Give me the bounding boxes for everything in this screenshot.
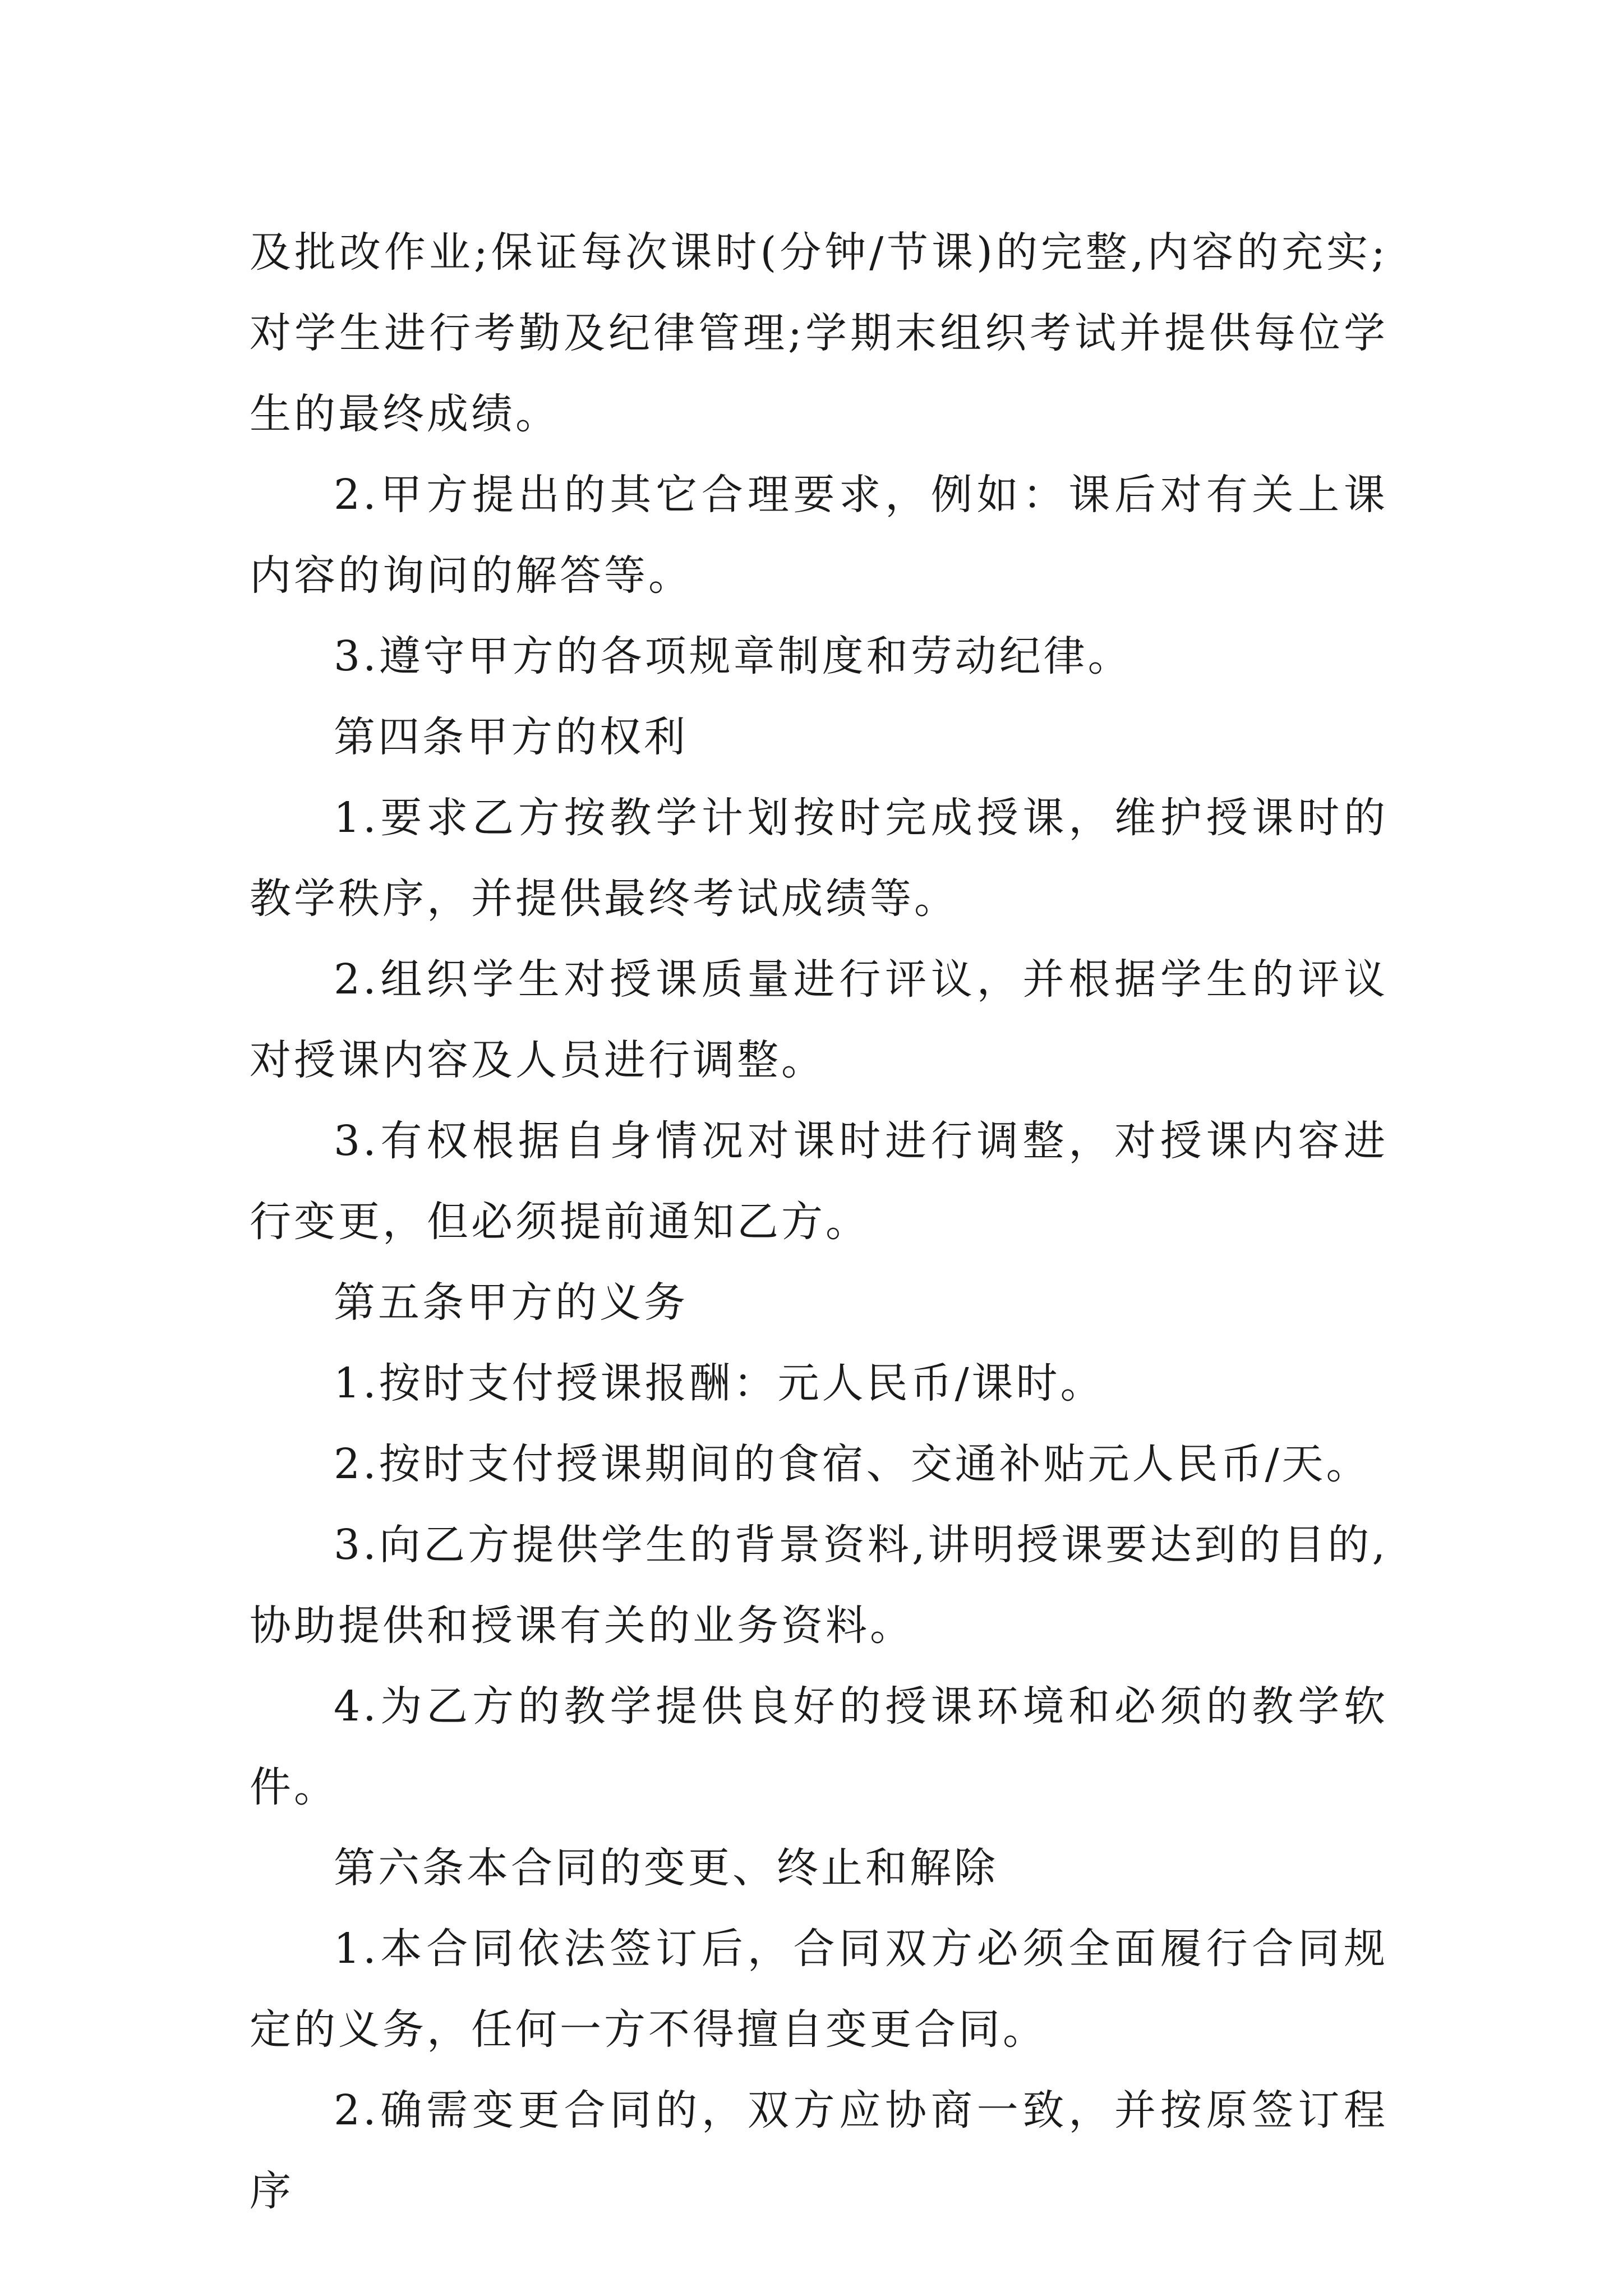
paragraph-15: 2.确需变更合同的，双方应协商一致，并按原签订程序 — [250, 2086, 1388, 2215]
paragraph-1: 及批改作业;保证每次课时(分钟/节课)的完整,内容的充实;对学生进行考勤及纪律管理;学期末组织考试并提供每位学生的最终成绩。 — [250, 228, 1388, 438]
paragraph-9: 1.按时支付授课报酬：元人民币/课时。 — [334, 1359, 1105, 1407]
paragraph-2: 2.甲方提出的其它合理要求，例如：课后对有关上课内容的询问的解答等。 — [250, 471, 1388, 600]
paragraph-6: 2.组织学生对授课质量进行评议，并根据学生的评议对授课内容及人员进行调整。 — [250, 955, 1388, 1084]
paragraph-3: 3.遵守甲方的各项规章制度和劳动纪律。 — [334, 632, 1132, 680]
paragraph-7: 3.有权根据自身情况对课时进行调整，对授课内容进行变更，但必须提前通知乙方。 — [250, 1117, 1388, 1246]
document-body — [250, 212, 1388, 2231]
paragraph-14: 1.本合同依法签订后，合同双方必须全面履行合同规定的义务，任何一方不得擅自变更合同。 — [250, 1925, 1388, 2054]
paragraph-10: 2.按时支付授课期间的食宿、交通补贴元人民币/天。 — [334, 1440, 1371, 1488]
paragraph-5: 1.要求乙方按教学计划按时完成授课，维护授课时的教学秩序，并提供最终考试成绩等。 — [250, 794, 1388, 923]
section-heading-article-6: 第六条本合同的变更、终止和解除 — [334, 1844, 998, 1892]
section-heading-article-4: 第四条甲方的权利 — [334, 713, 688, 761]
section-heading-article-5: 第五条甲方的义务 — [334, 1278, 688, 1327]
paragraph-12: 4.为乙方的教学提供良好的授课环境和必须的教学软件。 — [250, 1682, 1388, 1811]
paragraph-11: 3.向乙方提供学生的背景资料,讲明授课要达到的目的,协助提供和授课有关的业务资料。 — [250, 1521, 1388, 1650]
